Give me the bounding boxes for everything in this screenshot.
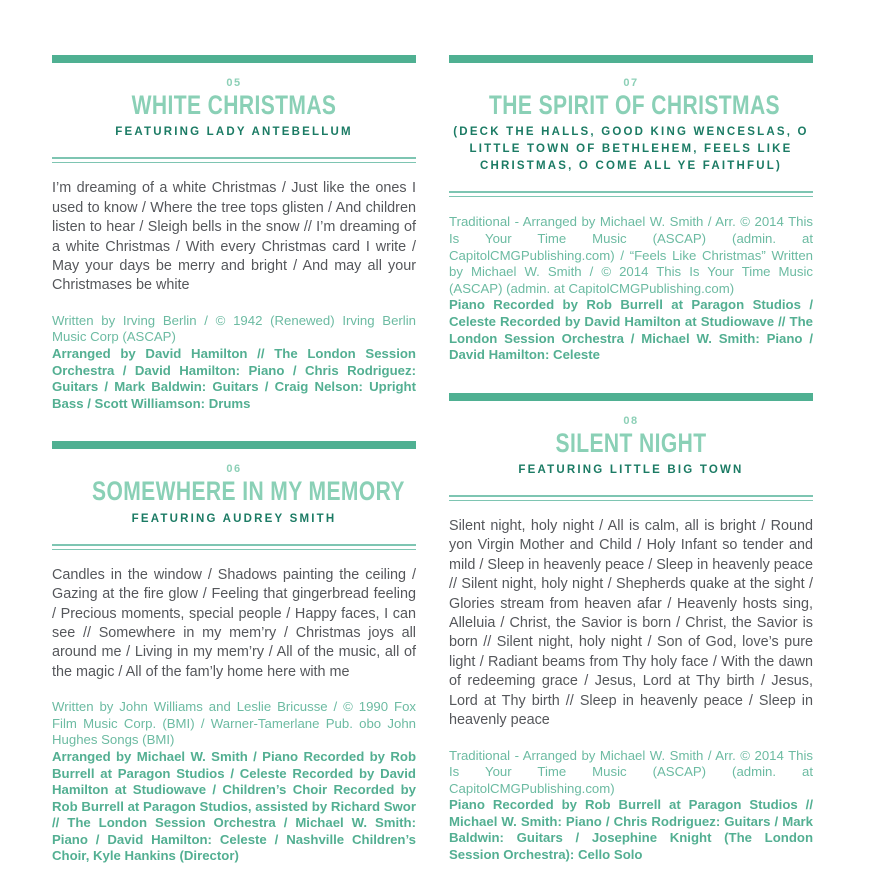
track-credits <box>52 699 416 865</box>
track-featuring: FEATURING LITTLE BIG TOWN <box>518 464 744 477</box>
track-credits <box>449 214 813 363</box>
track-title: SOMEWHERE IN MY MEMORY <box>92 476 405 507</box>
double-rule <box>52 157 416 163</box>
track-credits <box>52 313 416 413</box>
double-rule <box>52 544 416 550</box>
track-section-06 <box>52 441 416 865</box>
section-divider-bar <box>449 55 813 63</box>
track-featuring: FEATURING AUDREY SMITH <box>131 512 337 525</box>
section-divider-bar <box>52 441 416 449</box>
track-title: SILENT NIGHT <box>555 427 707 458</box>
track-lyrics: Silent night, holy night / All is calm, all is bright / Round yon Virgin Mother and Child / Holy Infant so tender and mild / Sleep in heavenly peace / Sleep in heavenly peace // Silent night, holy night / Shepherds quake at the sight / Glories stream from heaven afar / Heavenly hosts sing, Alleluia / Christ, the Savior is born / Christ, the Savior is born // Silent night, holy night / Son of God, love’s pure light / Radiant beams from Thy holy face / With the dawn of redeeming grace / Jesus, Lord at Thy birth / Jesus, Lord at Thy birth // Sleep in heavenly peace / Sleep in heavenly peace <box>449 518 814 729</box>
track-credits <box>449 748 813 864</box>
credits-production: Arranged by Michael W. Smith / Piano Recorded by Rob Burrell at Paragon Studios / Celeste Recorded by David Hamilton at Studiowave / Children’s Choir Recorded by Rob Burrell at Paragon Studios, assisted by Richard Swor // The London Session Orchestra / Michael W. Smith: Piano / David Hamilton: Celeste / Nashville Children’s Choir, Kyle Hankins (Director) <box>52 748 416 864</box>
double-rule <box>449 495 813 501</box>
track-title: THE SPIRIT OF CHRISTMAS <box>489 90 780 120</box>
credits-written: Traditional - Arranged by Michael W. Smith / Arr. © 2014 This Is Your Time Music (ASCAP) (admin. at CapitolCMGPublishing.com) / “Feels Like Christmas” Written by Michael W. Smith / © 2014 This Is Your Time Music (ASCAP) (admin. at CapitolCMGPublishing.com) <box>449 214 813 296</box>
track-section-08 <box>449 393 813 864</box>
track-lyrics: I’m dreaming of a white Christmas / Just like the ones I used to know / Where the tree tops glisten / And children listen to hear / Sleigh bells in the snow // I’m dreaming of a white Christmas / With every Christmas card I write / May your days be merry and bright / And may all your Christmases be white <box>52 180 416 294</box>
section-divider-bar <box>449 393 813 401</box>
credits-production: Piano Recorded by Rob Burrell at Paragon Studios / Celeste Recorded by David Hamilton at Studiowave // The London Session Orchestra / Michael W. Smith: Piano / David Hamilton: Celeste <box>449 297 813 363</box>
track-number: 08 <box>623 414 639 427</box>
credits-written: Written by John Williams and Leslie Bricusse / © 1990 Fox Film Music Corp. (BMI) / Warner-Tamerlane Pub. obo John Hughes Songs (BMI) <box>52 699 416 748</box>
track-section-07 <box>449 55 813 364</box>
track-featuring: FEATURING LADY ANTEBELLUM <box>115 126 353 139</box>
credits-written: Written by Irving Berlin / © 1942 (Renewed) Irving Berlin Music Corp (ASCAP) <box>52 312 416 345</box>
section-divider-bar <box>52 55 416 63</box>
track-number: 06 <box>226 463 242 476</box>
track-number: 05 <box>226 77 242 89</box>
track-section-05 <box>52 55 416 412</box>
credits-production: Piano Recorded by Rob Burrell at Paragon Studios // Michael W. Smith: Piano / Chris Rodriguez: Guitars / Mark Baldwin: Guitars / Josephine Knight (The London Session Orchestra): Cello Solo <box>449 797 813 863</box>
credits-written: Traditional - Arranged by Michael W. Smith / Arr. © 2014 This Is Your Time Music (ASCAP) (admin. at CapitolCMGPublishing.com) <box>449 747 813 796</box>
right-column <box>449 55 813 892</box>
track-number: 07 <box>623 77 639 89</box>
track-title: WHITE CHRISTMAS <box>131 90 337 120</box>
credits-production: Arranged by David Hamilton // The London Session Orchestra / David Hamilton: Piano / Chris Rodriguez: Guitars / Mark Baldwin: Guitars / Craig Nelson: Upright Bass / Scott Williamson: Drums <box>52 345 416 411</box>
left-column <box>52 55 416 892</box>
track-lyrics: Candles in the window / Shadows painting the ceiling / Gazing at the fire glow / Feeling that gingerbread feeling / Precious moments, special people / Happy faces, I can see // Somewhere in my mem’ry / Christmas joys all around me / Living in my mem’ry / All of the music, all of the magic / All of the fam’ly home here with me <box>52 566 416 680</box>
track-medley-subtitle: (DECK THE HALLS, GOOD KING WENCESLAS, O LITTLE TOWN OF BETHLEHEM, FEELS LIKE CHRISTMAS, O COME ALL YE FAITHFUL) <box>453 126 809 173</box>
double-rule <box>449 191 813 197</box>
